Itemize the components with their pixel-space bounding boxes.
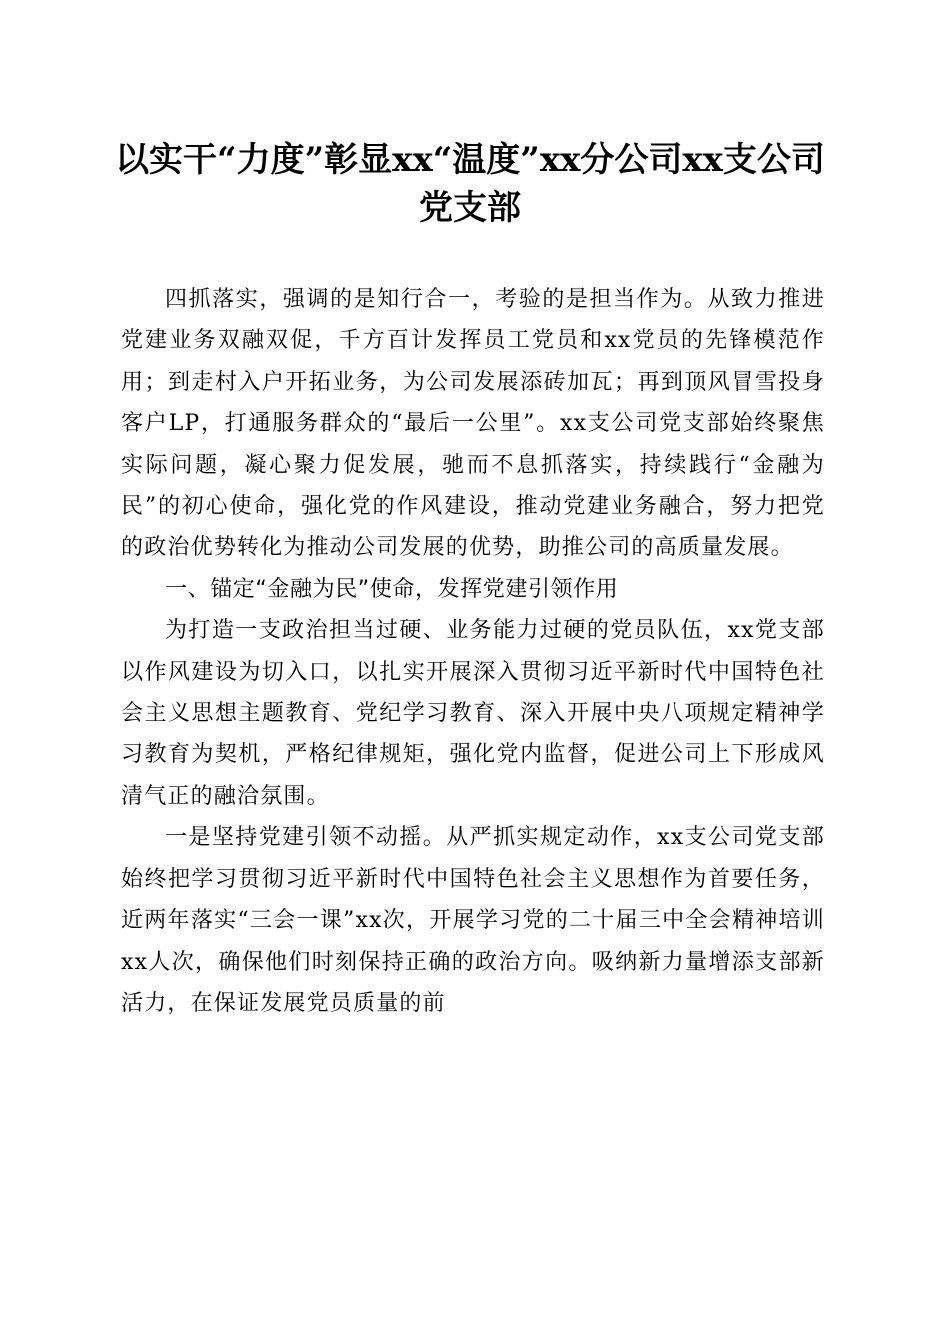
point-lead: 一是坚持党建引领不动摇。 (165, 825, 447, 851)
point-text: 从严抓实规定动作，xx支公司党支部始终把学习贯彻习近平新时代中国特色社会主义思想作为首要任务，近两年落实“三会一课”xx次，开展学习党的二十届三中全会精神培训xx人次，确保他们时刻保持正确的政治方向。吸纳新力量增添支部新活力，在保证发展党员质量的前 (121, 825, 825, 1016)
intro-paragraph: 四抓落实，强调的是知行合一，考验的是担当作为。从致力推进党建业务双融双促，千方百计发挥员工党员和xx党员的先锋模范作用；到走村入户开拓业务，为公司发展添砖加瓦；再到顶风冒雪投身客户LP，打通服务群众的“最后一公里”。xx支公司党支部始终聚焦实际问题，凝心聚力促发展，驰而不息抓落实，持续践行“金融为民”的初心使命，强化党的作风建设，推动党建业务融合，努力把党的政治优势转化为推动公司发展的优势，助推公司的高质量发展。 (121, 287, 825, 561)
document-title: 以实干“力度”彰显xx“温度”xx分公司xx支公司党支部 (115, 140, 825, 228)
point-paragraph (121, 817, 825, 1024)
section-paragraph: 为打造一支政治担当过硬、业务能力过硬的党员队伍，xx党支部以作风建设为切入口，以扎实开展深入贯彻习近平新时代中国特色社会主义思想主题教育、党纪学习教育、深入开展中央八项规定精神学习教育为契机，严格纪律规矩，强化党内监督，促进公司上下形成风清气正的融洽氛围。 (121, 618, 825, 809)
section-heading: 一、锚定“金融为民”使命，发挥党建引领作用 (165, 576, 619, 602)
document-body (121, 279, 825, 1024)
